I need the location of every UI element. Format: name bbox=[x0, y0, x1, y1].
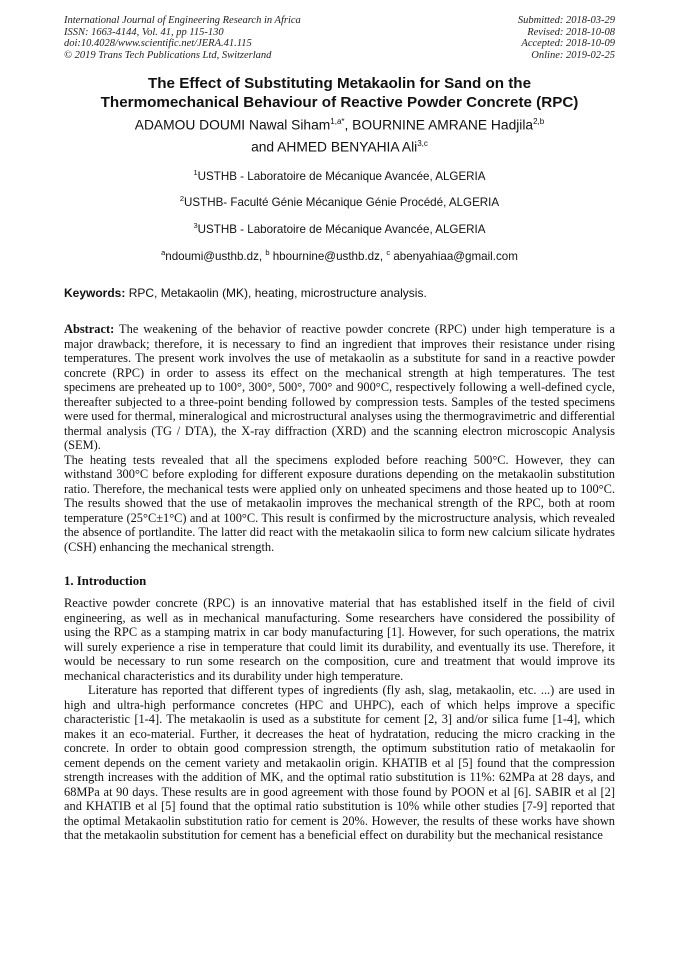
date-online: Online: 2019-02-25 bbox=[531, 49, 615, 61]
email-a: ndoumi@usthb.dz, bbox=[165, 250, 266, 263]
author-1-marker: 1,a* bbox=[330, 117, 345, 127]
date-accepted: Accepted: 2018-10-09 bbox=[521, 38, 615, 50]
journal-issn: ISSN: 1663-4144, Vol. 41, pp 115-130 bbox=[64, 26, 224, 38]
authors-line-2 bbox=[64, 135, 615, 157]
affiliation-marker: 1 bbox=[193, 167, 198, 177]
intro-paragraph-2: Literature has reported that different types of ingredients (fly ash, slag, metakaolin, etc. ...) are used in high and ultra-high performance concretes (HPC and UHPC), each of which helps improve a specific characteristic [1-4]. The metakaolin is used as a substitute for cement [2, 3] and/or silica fume [1-4], which makes it an eco-material. Further, it decreases the heat of hydratation, reducing the micro cracking in the concrete. In order to obtain good compression strength, the optimum substitution ratio of metakaolin for cement depends on the cement variety and metakaolin origin. KHATIB et al [5] found that the compression strength increases with the addition of MK, and the optimal ratio substitution is 11%: 62MPa at 28 days, and 68MPa at 90 days. These results are in good agreement with those found by POON et al [6]. SABIR et al [2] and KHATIB et al [5] found that the optimal ratio substitution is 10% while other studies [7-9] reported that the optimal Metakaolin substitution ratio for cement is 20%. However, the results of these works have shown that the metakaolin substitution for cement has a beneficial effect on durability but the mechanical resistance bbox=[64, 683, 615, 842]
email-b-marker: b bbox=[265, 248, 270, 258]
introduction-section bbox=[64, 574, 615, 843]
affiliation-text: USTHB - Laboratoire de Mécanique Avancée, ALGERIA bbox=[197, 223, 486, 237]
journal-info bbox=[64, 15, 301, 61]
date-revised: Revised: 2018-10-08 bbox=[527, 26, 615, 38]
date-submitted: Submitted: 2018-03-29 bbox=[517, 15, 615, 26]
title-line-2: Thermomechanical Behaviour of Reactive Powder Concrete (RPC) bbox=[100, 94, 579, 112]
email-a-marker: a bbox=[161, 248, 166, 258]
journal-copyright: © 2019 Trans Tech Publications Ltd, Switzerland bbox=[64, 49, 272, 61]
section-heading: 1. Introduction bbox=[64, 574, 147, 588]
author-3: AHMED BENYAHIA Ali bbox=[277, 139, 418, 155]
keywords-text: RPC, Metakaolin (MK), heating, microstructure analysis. bbox=[125, 286, 427, 300]
title-line-1: The Effect of Substituting Metakaolin for Sand on the bbox=[147, 75, 532, 93]
keywords bbox=[64, 286, 615, 300]
abstract-text-1: The weakening of the behavior of reactive powder concrete (RPC) under high temperature is a major drawback; therefore, it is necessary to find an ingredient that improves their resistance under rising temperatures. The present work involves the use of metakaolin as a substitute for sand in a reactive powder concrete (RPC) in order to assess its effect on the mechanical strength at high temperatures. The test specimens are preheated up to 100°, 300°, 500°, 700° and 900°C, respectively following a well-defined cycle, thereafter subjected to a three-point bending followed by compression tests. Samples of the tested specimens were used for thermal, mineralogical and microstructural analyses using the thermogravimetric and differential thermal analysis (TG / DTA), the X-ray diffraction (XRD) and the scanning electron microscopic Analysis (SEM). bbox=[64, 322, 615, 452]
publication-dates bbox=[518, 15, 615, 61]
author-emails bbox=[64, 246, 615, 264]
affiliation-1 bbox=[64, 166, 615, 184]
abstract bbox=[64, 322, 615, 554]
author-conjunction: and bbox=[251, 139, 278, 155]
abstract-paragraph-1 bbox=[64, 322, 615, 453]
abstract-paragraph-2: The heating tests revealed that all the specimens exploded before reaching 500°C. However, they can withstand 300°C before exploding for different exposure durations depending on the metakaolin substitution ratio. Therefore, the mechanical tests were applied only on unheated specimens and those heated up to 100°C. The results showed that the use of metakaolin improves the mechanical strength of the RPC, both at room temperature (25°C±1°C) and at 100°C. This result is confirmed by the microstructure analysis, which revealed the absence of portlandite. The latter did react with the metakaolin silica to form new calcium silicate hydrates (CSH) enhancing the mechanical strength. bbox=[64, 452, 615, 554]
affiliation-marker: 2 bbox=[179, 194, 185, 204]
email-c-marker: c bbox=[386, 248, 391, 258]
author-list bbox=[64, 113, 615, 156]
authors-line-1 bbox=[64, 113, 615, 135]
author-2: BOURNINE AMRANE Hadjila bbox=[352, 117, 534, 133]
intro-paragraph-1: Reactive powder concrete (RPC) is an innovative material that has established itself in the field of civil engineering, as well as in mechanical manufacturing. Some researchers have considered the possibility of using the RPC as a stamping matrix in car body manufacturing [1]. However, for such operations, the matrix will surely experience a rise in temperature that could limit its durability, and eventually its use. Therefore, it would be necessary to run some research on the composition, cure and treatment that would improve its mechanical characteristics and its durability under high temperature. bbox=[64, 596, 615, 683]
author-separator: , bbox=[344, 117, 353, 133]
affiliation-text: USTHB- Faculté Génie Mécanique Génie Procédé, ALGERIA bbox=[184, 196, 500, 210]
email-b: hbournine@usthb.dz, bbox=[269, 250, 387, 263]
affiliation-marker: 3 bbox=[193, 221, 198, 231]
email-c: abenyahiaa@gmail.com bbox=[390, 250, 518, 263]
author-1: ADAMOU DOUMI Nawal Siham bbox=[134, 117, 331, 133]
author-2-marker: 2,b bbox=[533, 117, 545, 127]
abstract-label: Abstract: bbox=[64, 322, 115, 336]
author-3-marker: 3,c bbox=[417, 138, 428, 148]
paper-title bbox=[64, 74, 615, 112]
journal-name: International Journal of Engineering Research in Africa bbox=[64, 15, 301, 26]
affiliation-3 bbox=[64, 219, 615, 237]
journal-doi: doi:10.4028/www.scientific.net/JERA.41.115 bbox=[64, 38, 252, 50]
paper-page bbox=[64, 15, 615, 843]
journal-header bbox=[64, 15, 615, 61]
affiliation-text: USTHB - Laboratoire de Mécanique Avancée, ALGERIA bbox=[197, 169, 486, 183]
affiliation-2 bbox=[64, 192, 615, 210]
keywords-label: Keywords: bbox=[64, 286, 126, 300]
